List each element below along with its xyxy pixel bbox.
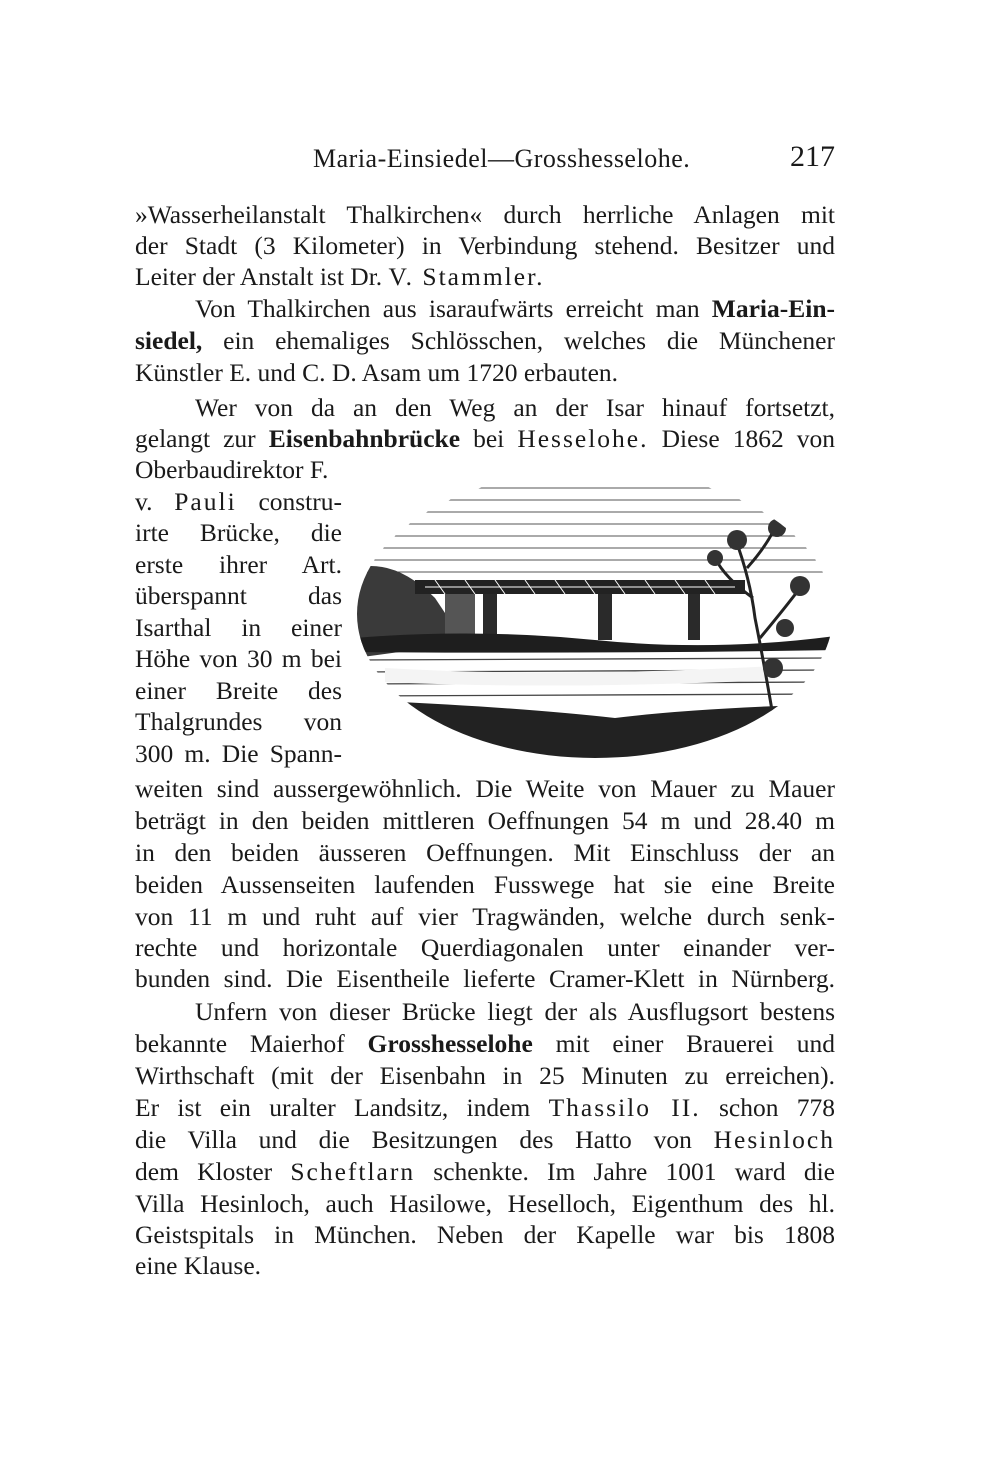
text-line: eine Klause. bbox=[135, 1251, 262, 1280]
text-line: 300 m. Die Spann- bbox=[135, 739, 342, 768]
text-line: erste ihrer Art. bbox=[135, 550, 342, 579]
text-line: siedel, ein ehemaliges Schlösschen, welches die Münchener bbox=[135, 326, 835, 355]
foreground-bank bbox=[355, 700, 835, 760]
bridge-illustration bbox=[355, 468, 835, 760]
text-line: der Stadt (3 Kilometer) in Verbindung stehend. Besitzer und bbox=[135, 231, 835, 260]
text-line: Leiter der Anstalt ist Dr. V. Stammler. bbox=[135, 262, 545, 291]
text-line: Isarthal in einer bbox=[135, 613, 342, 642]
text-line: einer Breite des bbox=[135, 676, 342, 705]
bridge-abutment bbox=[445, 594, 475, 640]
text-line: Oberbaudirektor F. bbox=[135, 455, 329, 484]
text-line: gelangt zur Eisenbahnbrücke bei Hesselohe. Diese 1862 von bbox=[135, 424, 835, 453]
text-line: irte Brücke, die bbox=[135, 518, 342, 547]
tree-foliage bbox=[707, 519, 810, 678]
text-line: die Villa und die Besitzungen des Hatto von Hesinloch bbox=[135, 1125, 835, 1154]
place-name: Scheftlarn bbox=[290, 1157, 416, 1186]
place-name: siedel, bbox=[135, 326, 203, 355]
text-line: rechte und horizontale Querdiagonalen unter einander ver- bbox=[135, 933, 835, 962]
text-line: Wer von da an den Weg an der Isar hinauf fortsetzt, bbox=[195, 393, 835, 422]
page-number: 217 bbox=[790, 140, 835, 173]
bridge-pier bbox=[483, 594, 497, 640]
sky-hatching bbox=[355, 488, 835, 572]
text-line: bunden sind. Die Eisentheile lieferte Cramer-Klett in Nürnberg. bbox=[135, 964, 835, 993]
text-line: Er ist ein uralter Landsitz, indem Thassilo II. schon 778 bbox=[135, 1093, 835, 1122]
text-line: von 11 m und ruht auf vier Tragwänden, welche durch senk- bbox=[135, 902, 835, 931]
text-line: beträgt in den beiden mittleren Oeffnungen 54 m und 28.40 m bbox=[135, 806, 835, 835]
text-line: Künstler E. und C. D. Asam um 1720 erbauten. bbox=[135, 358, 619, 387]
place-name: Eisenbahnbrücke bbox=[268, 424, 461, 453]
person-name: Thassilo II. bbox=[548, 1093, 701, 1122]
text-line: Höhe von 30 m bei bbox=[135, 644, 342, 673]
text-line: in den beiden äusseren Oeffnungen. Mit Einschluss der an bbox=[135, 838, 835, 867]
bridge-pier bbox=[688, 594, 700, 640]
place-name: Hesselohe. bbox=[517, 424, 649, 453]
text-line: überspannt das bbox=[135, 581, 342, 610]
text-line: Unfern von dieser Brücke liegt der als Ausflugsort bestens bbox=[195, 997, 835, 1026]
person-name: V. Stammler. bbox=[388, 262, 545, 291]
bridge-pier bbox=[598, 594, 612, 640]
text-line: weiten sind aussergewöhnlich. Die Weite von Mauer zu Mauer bbox=[135, 774, 835, 803]
bridge-engraving bbox=[355, 468, 835, 760]
running-title: Maria-Einsiedel—Grosshesselohe. bbox=[313, 144, 691, 173]
text-line: »Wasserheilanstalt Thalkirchen« durch herrliche Anlagen mit bbox=[135, 200, 835, 229]
text-line: beiden Aussenseiten laufenden Fusswege hat sie eine Breite bbox=[135, 870, 835, 899]
text-line: Villa Hesinloch, auch Hasilowe, Heselloch, Eigenthum des hl. bbox=[135, 1189, 835, 1218]
text-line: dem Kloster Scheftlarn schenkte. Im Jahre 1001 ward die bbox=[135, 1157, 835, 1186]
text-line: Thalgrundes von bbox=[135, 707, 342, 736]
place-name: Grosshesselohe bbox=[367, 1029, 533, 1058]
place-name: Hesinloch bbox=[713, 1125, 835, 1154]
person-name: Pauli bbox=[174, 487, 237, 516]
text-line: bekannte Maierhof Grosshesselohe mit einer Brauerei und bbox=[135, 1029, 835, 1058]
place-name: Maria-Ein- bbox=[711, 294, 835, 323]
text-line: Von Thalkirchen aus isaraufwärts erreicht man Maria-Ein- bbox=[195, 294, 835, 323]
page-header bbox=[135, 140, 835, 180]
text-line: Wirthschaft (mit der Eisenbahn in 25 Minuten zu erreichen). bbox=[135, 1061, 835, 1090]
text-line: v. Pauli constru- bbox=[135, 487, 342, 516]
text-line: Geistspitals in München. Neben der Kapelle war bis 1808 bbox=[135, 1220, 835, 1249]
